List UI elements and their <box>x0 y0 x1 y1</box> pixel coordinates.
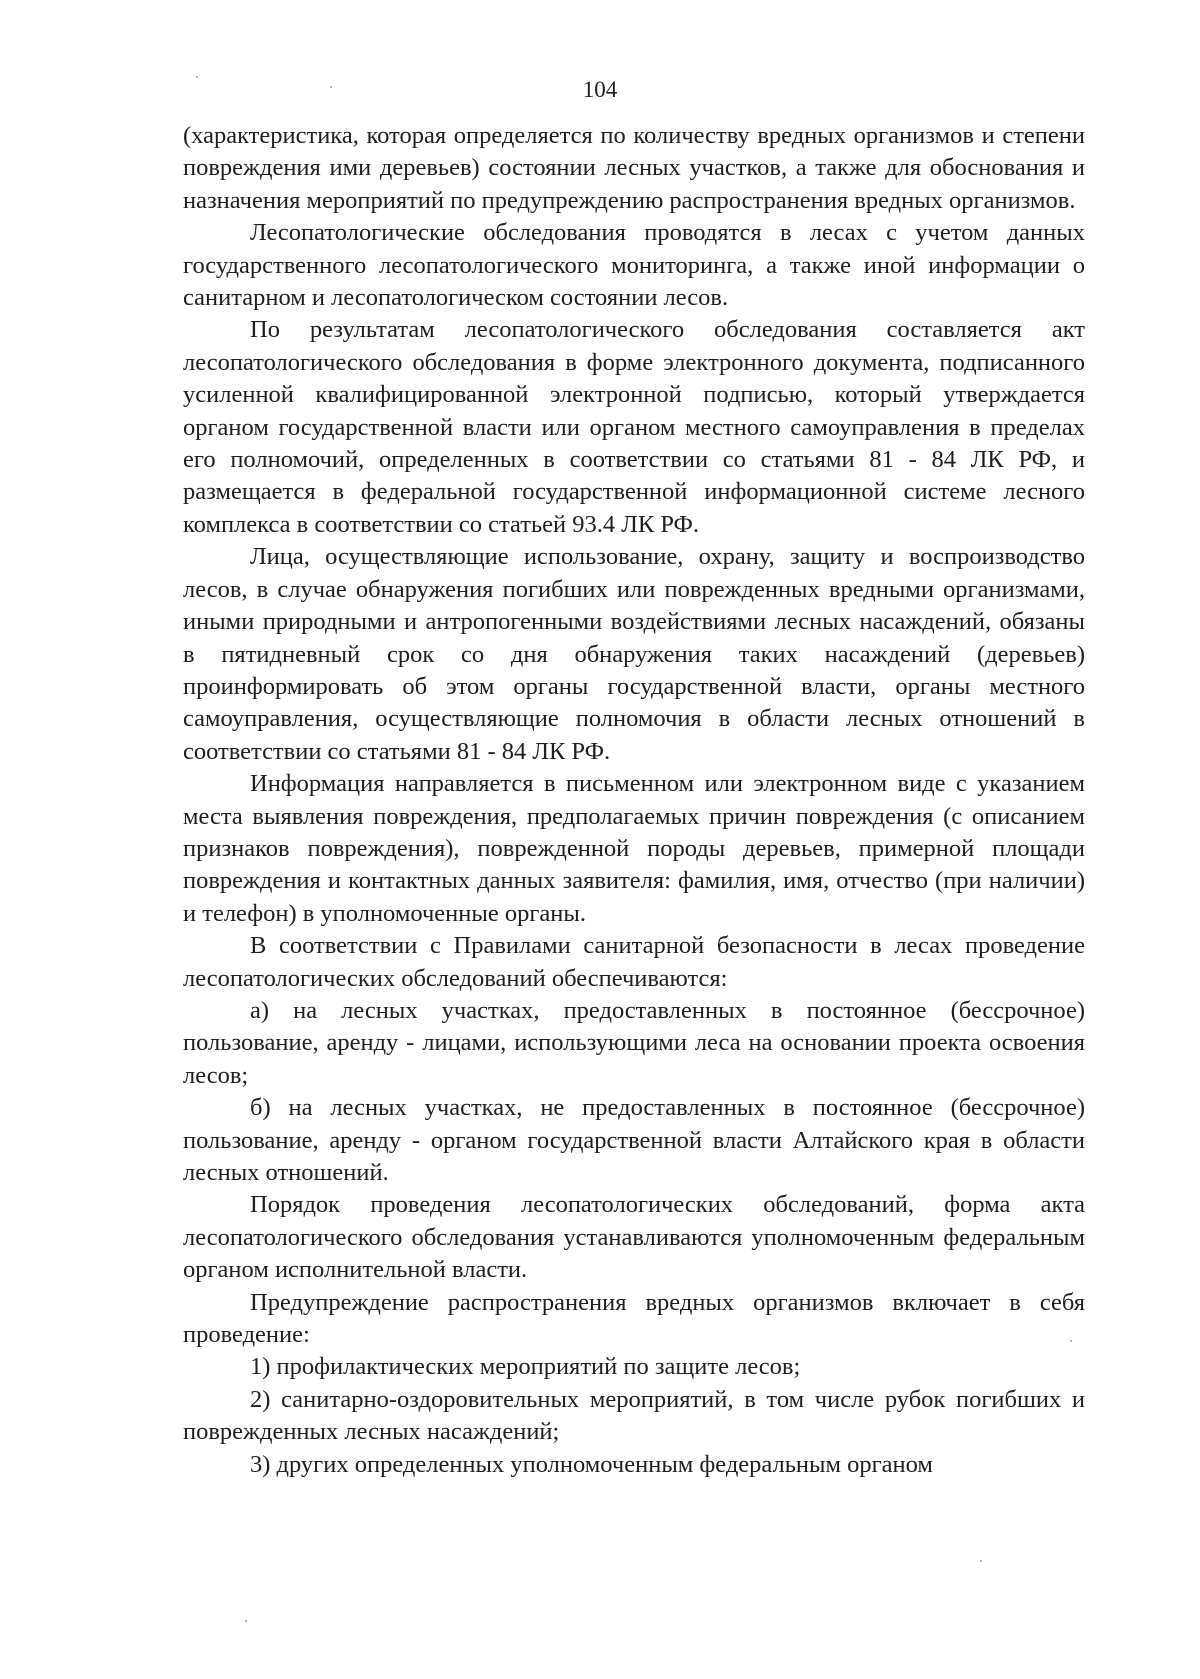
paragraph: Порядок проведения лесопатологических обследований, форма акта лесопатологического обследования устанавливаются уполномоченным федеральным органом исполнительной власти. <box>183 1191 1085 1284</box>
paragraph: В соответствии с Правилами санитарной безопасности в лесах проведение лесопатологических обследований обеспечиваются: <box>183 932 1085 992</box>
list-item: а) на лесных участках, предоставленных в постоянное (бессрочное) пользование, аренду - лицами, использующими леса на основании проекта освоения лесов; <box>183 996 1085 1089</box>
document-body <box>183 120 1085 1481</box>
page-number: 104 <box>582 77 618 102</box>
list-item: 2) санитарно-оздоровительных мероприятий, в том числе рубок погибших и поврежденных лесных насаждений; <box>183 1385 1085 1446</box>
paragraph: Лесопатологические обследования проводятся в лесах с учетом данных государственного лесопатологического мониторинга, а также иной информации о санитарном и лесопатологическом состоянии лесов. <box>183 219 1085 312</box>
scan-speck <box>1070 1340 1072 1342</box>
paragraph: Лица, осуществляющие использование, охрану, защиту и воспроизводство лесов, в случае обнаружения погибших или поврежденных вредными организмами, иными природными и антропогенными воздействиями лесных насаждений, обязаны в пятидневный срок со дня обнаружения таких насаждений (деревьев) проинформировать об этом органы государственной власти, органы местного самоуправления, осуществляющие полномочия в области лесных отношений в соответствии со статьями 81 - 84 ЛК РФ. <box>183 543 1085 765</box>
paragraph: Информация направляется в письменном или электронном виде с указанием места выявления повреждения, предполагаемых причин повреждения (с описанием признаков повреждения), поврежденной породы деревьев, примерной площади повреждения и контактных данных заявителя: фамилия, имя, отчество (при наличии) и телефон) в уполномоченные органы. <box>183 770 1085 927</box>
list-item: б) на лесных участках, не предоставленных в постоянное (бессрочное) пользование, аренду - органом государственной власти Алтайского края в области лесных отношений. <box>183 1094 1085 1186</box>
list-item: 1) профилактических мероприятий по защите лесов; <box>250 1353 801 1381</box>
list-item: 3) других определенных уполномоченным федеральным органом <box>250 1450 933 1478</box>
paragraph: Предупреждение распространения вредных организмов включает в себя проведение: <box>183 1288 1085 1349</box>
paragraph: По результатам лесопатологического обследования составляется акт лесопатологического обследования в форме электронного документа, подписанного усиленной квалифицированной электронной подписью, который утверждается органом государственной власти или органом местного самоуправления в пределах его полномочий, определенных в соответствии со статьями 81 - 84 ЛК РФ, и размещается в федеральной государственной информационной системе лесного комплекса в соответствии со статьей 93.4 ЛК РФ. <box>183 316 1085 538</box>
scan-speck <box>245 1620 247 1622</box>
paragraph: (характеристика, которая определяется по количеству вредных организмов и степени повреждения ими деревьев) состоянии лесных участков, а также для обоснования и назначения мероприятий по предупреждению распространения вредных организмов. <box>183 122 1085 214</box>
scan-speck <box>980 1560 982 1562</box>
scan-speck <box>330 86 332 88</box>
scan-speck <box>196 76 198 78</box>
